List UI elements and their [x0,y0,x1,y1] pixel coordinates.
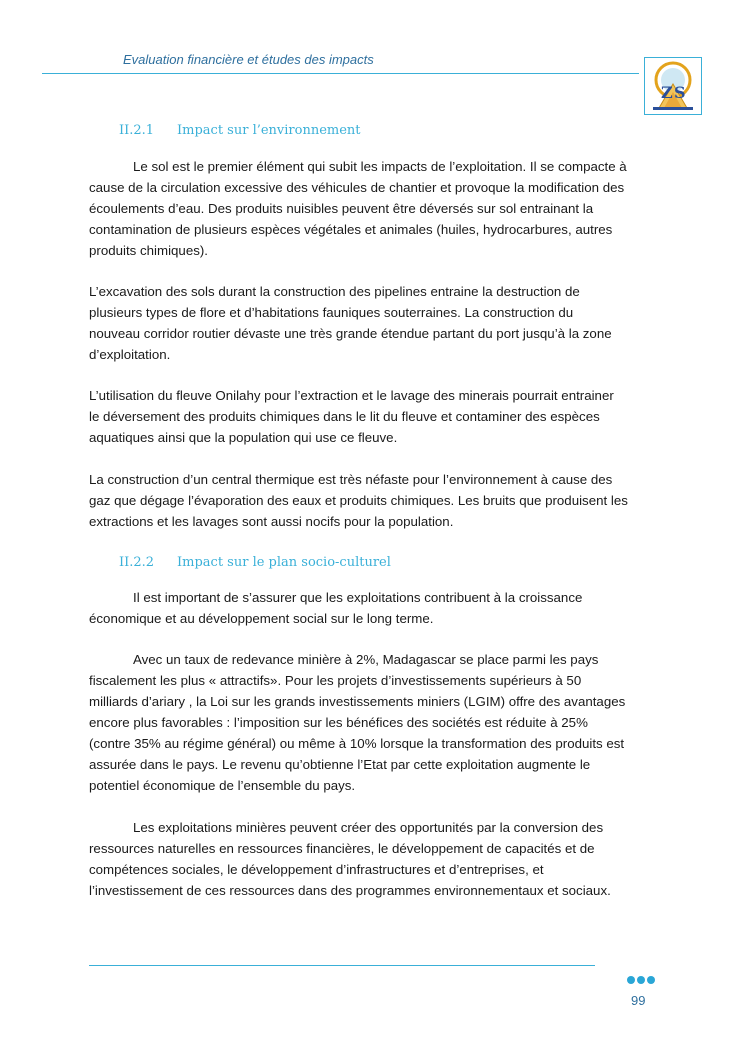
text-line: assurée dans le pays. Le revenu qu’obtienne l’Etat par cette exploitation augmente le [89,757,591,772]
text-line: l’investissement de ces ressources dans des programmes environnementaux et sociaux. [89,883,611,898]
three-dots-icon [627,972,657,987]
section-heading-environment [119,123,361,138]
text-line: Avec un taux de redevance minière à 2%, Madagascar se place parmi les pays [133,652,599,667]
svg-text:Z: Z [661,83,673,102]
text-line: ressources naturelles en ressources financières, le développement de capacités et de [89,841,595,856]
text-line: extractions et les lavages sont aussi nocifs pour la population. [89,514,454,529]
text-line: d’exploitation. [89,347,171,362]
text-line: écoulements d’eau. Des produits nuisibles peuvent être déversés sur sol entrainant la [89,201,594,216]
text-line: cause de la circulation excessive des véhicules de chantier et provoque la modification des [89,180,625,195]
paragraph-tax [89,649,657,796]
text-line: L’utilisation du fleuve Onilahy pour l’extraction et le lavage des minerais pourrait entrainer [89,388,614,403]
text-line: potentiel économique de l’ensemble du pays. [89,778,356,793]
paragraph-excavation [89,281,657,365]
text-line: contamination de plusieurs espèces végétales et animales (huiles, hydrocarbures, autres [89,222,613,237]
paragraph-thermal-plant [89,469,657,532]
text-line: Il est important de s’assurer que les exploitations contribuent à la croissance [133,590,583,605]
text-line: fiscalement les plus « attractifs». Pour les projets d’investissements supérieurs à 50 [89,673,582,688]
text-line: L’excavation des sols durant la construction des pipelines entraine la destruction de [89,284,580,299]
text-line: gaz que dégage l’évaporation des eaux et produits chimiques. Les bruits que produisent les [89,493,628,508]
text-line: encore plus favorables : l’imposition sur les bénéfices des sociétés est réduite à 25% [89,715,588,730]
section-heading-socio-cultural [119,555,391,570]
text-line: La construction d’un central thermique est très néfaste pour l’environnement à cause des [89,472,613,487]
page-number: 99 [631,993,646,1008]
text-line: (contre 35% au régime général) ou même à 10% lorsque la transformation des produits est [89,736,625,751]
header-divider [42,73,639,74]
text-line: économique et au développement social sur le long terme. [89,611,434,626]
svg-text:S: S [674,83,686,102]
section-title: Impact sur le plan socio-culturel [177,555,391,570]
text-line: compétences sociales, le développement d’infrastructures et d’entreprises, et [89,862,544,877]
paragraph-growth [89,587,657,629]
text-line: Les exploitations minières peuvent créer des opportunités par la conversion des [133,820,604,835]
text-line: aquatiques ainsi que la population qui use ce fleuve. [89,430,398,445]
text-line: le déversement des produits chimiques dans le lit du fleuve et contaminer des espèces [89,409,600,424]
section-number: II.2.1 [119,123,155,138]
section-title: Impact sur l’environnement [177,123,361,138]
paragraph-river [89,385,657,448]
text-line: produits chimiques). [89,243,208,258]
paragraph-opportunities [89,817,657,901]
text-line: nouveau corridor routier dévaste une très grande étendue partant du port jusqu’à la zone [89,326,612,341]
page-header-title: Evaluation financière et études des impacts [123,52,374,67]
institution-logo-icon [644,57,702,115]
section-number: II.2.2 [119,555,155,570]
footer-divider [89,965,595,966]
text-line: plusieurs types de flore et d’habitations fauniques souterraines. La construction du [89,305,574,320]
text-line: milliards d’ariary , la Loi sur les grands investissements miniers (LGIM) offre des avantages [89,694,626,709]
paragraph-soil [89,156,657,261]
logo-graphic [645,58,701,114]
text-line: Le sol est le premier élément qui subit les impacts de l’exploitation. Il se compacte à [133,159,627,174]
